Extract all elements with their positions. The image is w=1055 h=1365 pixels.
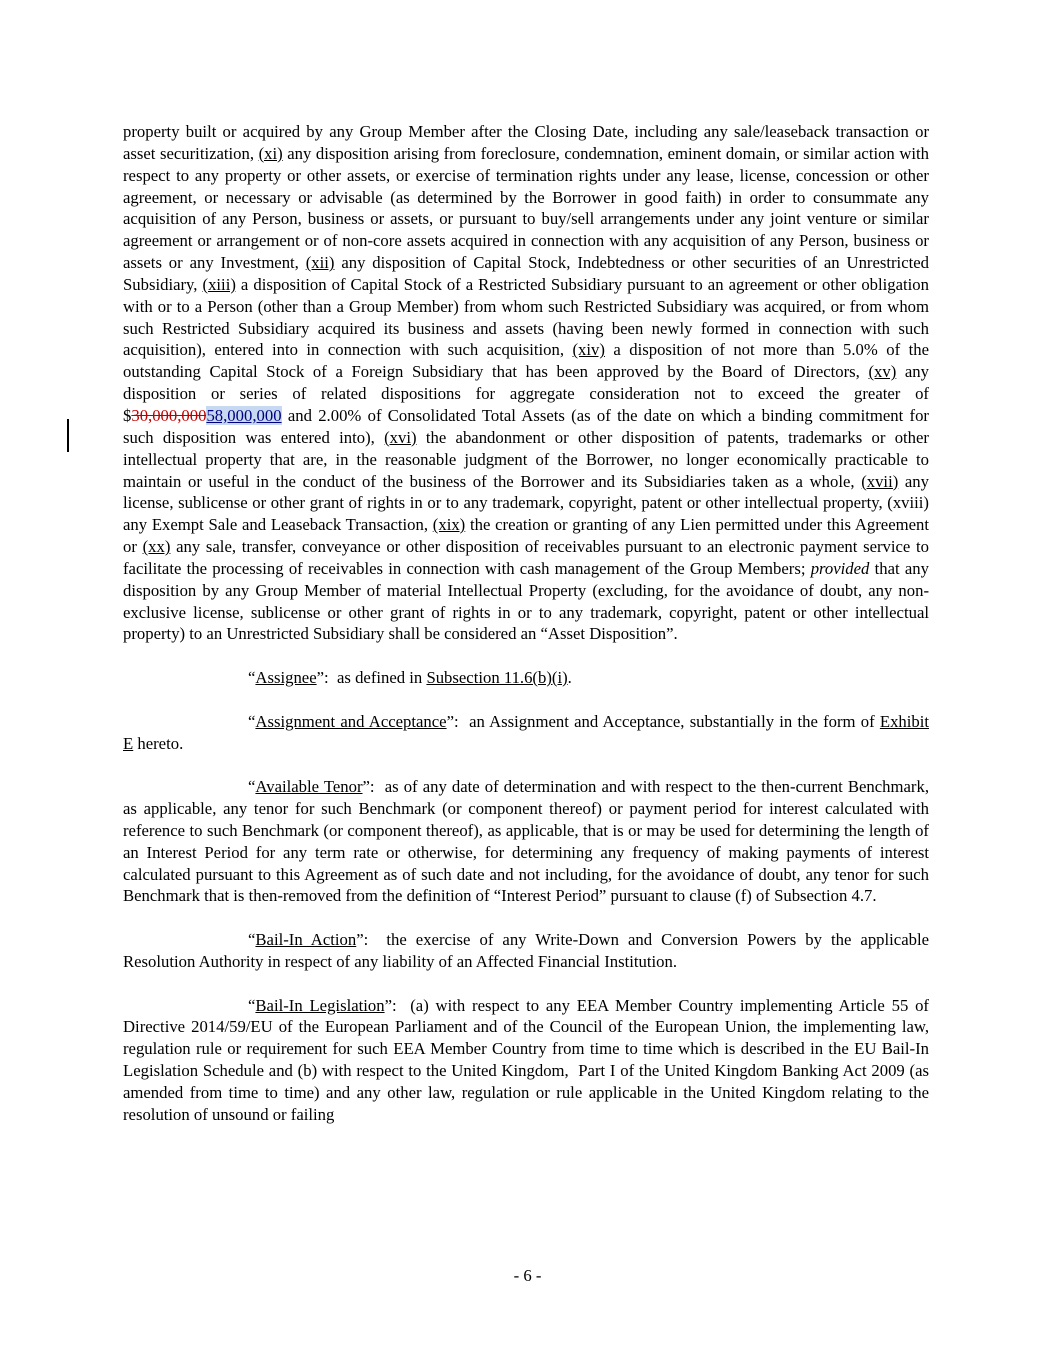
definition-bail-in-legislation xyxy=(123,995,929,1126)
defined-term-assignee: Assignee xyxy=(255,668,317,688)
text-segment: ”: the exercise of any Write-Down and Conversion Powers by the applicable Resolution Authority in respect of any liability of an Affected Financial Institution. xyxy=(123,930,929,971)
text-segment: any license, sublicense or other grant of rights in or to any trademark, copyright, patent or other intellectual property, (xviii) any Exempt Sale and Leaseback Transaction, xyxy=(123,471,929,535)
text-segment: and 2.00% of Consolidated Total Assets (as of the date on which a binding commitment for such disposition was entered into), xyxy=(123,405,929,447)
body-paragraph-clauses xyxy=(123,121,929,645)
page-number: - 6 - xyxy=(513,1266,542,1285)
inserted-amount: 58,000,000 xyxy=(206,405,282,425)
document-content xyxy=(123,121,929,1147)
clause-ref-xvii: (xvii) xyxy=(861,471,899,491)
proviso-keyword: provided xyxy=(810,558,870,578)
text-segment: any disposition or series of related dispositions for aggregate consideration not to exceed the greater of $ xyxy=(123,362,929,425)
text-segment: ”: an Assignment and Acceptance, substantially in the form of xyxy=(446,711,880,731)
clause-ref-xi: (xi) xyxy=(258,143,283,163)
text-segment: a disposition of not more than 5.0% of the outstanding Capital Stock of a Foreign Subsidiary that has been approved by the Board of Directors, xyxy=(123,340,929,382)
text-segment: ”: (a) with respect to any EEA Member Country implementing Article 55 of Directive 2014/59/EU of the European Parliament and of the Council of the European Union, the implementing law, regulation rule or requirement for such EEA Member Country from time to time which is described in the EU Bail-In Legislation Schedule and (b) with respect to the United Kingdom, Part I of the United Kingdom Banking Act 2009 (as amended from time to time) and any other law, regulation or rule applicable in the United Kingdom relating to the resolution of unsound or failing xyxy=(123,995,929,1124)
text-segment: a disposition of Capital Stock of a Restricted Subsidiary pursuant to an agreement or other obligation with or to a Person (other than a Group Member) from whom such Restricted Subsidiary was acquired, or from whom such Restricted Subsidiary acquired its business and assets (having been newly formed in connection with such acquisition), entered into in connection with such acquisition, xyxy=(123,274,929,360)
clause-ref-xvi: (xvi) xyxy=(384,427,417,447)
defined-term-assignment-and-acceptance: Assignment and Acceptance xyxy=(255,711,447,731)
deleted-amount: 30,000,000 xyxy=(131,405,207,425)
revision-change-bar xyxy=(67,419,69,452)
text-segment: the creation or granting of any Lien permitted under this Agreement or xyxy=(123,515,929,557)
definition-assignee xyxy=(123,667,929,689)
clause-ref-xiv: (xiv) xyxy=(572,340,605,360)
defined-term-bail-in-legislation: Bail-In Legislation xyxy=(255,995,385,1015)
clause-ref-xix: (xix) xyxy=(432,515,466,535)
clause-ref-xii: (xii) xyxy=(305,253,335,273)
text-segment: “ xyxy=(248,777,256,797)
text-segment: “ xyxy=(248,930,256,950)
text-segment: the abandonment or other disposition of patents, trademarks or other intellectual property that are, in the reasonable judgment of the Borrower, no longer economically practicable to maintain or useful in the conduct of the business of the Borrower and its Subsidiaries taken as a whole, xyxy=(123,427,929,491)
clause-ref-xiii: (xiii) xyxy=(202,274,236,294)
cross-reference-exhibit-e: Exhibit E xyxy=(123,711,930,753)
clause-ref-xx: (xx) xyxy=(142,537,171,557)
cross-reference-11-6-b-i: Subsection 11.6(b)(i) xyxy=(426,668,568,688)
text-segment: “ xyxy=(248,668,256,688)
text-segment: any sale, transfer, conveyance or other disposition of receivables pursuant to an electronic payment service to facilitate the processing of receivables in connection with cash management of the Group Members; xyxy=(123,537,930,578)
defined-term-bail-in-action: Bail-In Action xyxy=(255,930,357,950)
text-segment: any disposition arising from foreclosure, condemnation, eminent domain, or similar action with respect to any property or other assets, or exercise of termination rights under any lease, license, concession or other agreement, or necessary or advisable (as determined by the Borrower in good faith) in order to consummate any acquisition of any Person, business or assets, or pursuant to buy/sell arrangements under any joint venture or similar agreement or arrangement or of non-core assets acquired in connection with any acquisition of any Person, business or assets or any Investment, xyxy=(123,143,929,273)
defined-term-available-tenor: Available Tenor xyxy=(255,777,363,797)
text-segment: any disposition of Capital Stock, Indebtedness or other securities of an Unrestricted Subsidiary, xyxy=(123,253,929,294)
definition-available-tenor xyxy=(123,776,929,907)
text-segment: . xyxy=(567,668,572,688)
clause-ref-xv: (xv) xyxy=(868,362,897,382)
text-segment: hereto. xyxy=(133,733,184,753)
definition-bail-in-action xyxy=(123,929,929,973)
text-segment: property built or acquired by any Group Member after the Closing Date, including any sale/leaseback transaction or asset securitization, xyxy=(123,122,929,163)
text-segment: ”: as of any date of determination and with respect to the then-current Benchmark, as applicable, any tenor for such Benchmark (or component thereof) or payment period for interest calculated with reference to such Benchmark (or component thereof), as applicable, that is or may be used for determining the length of an Interest Period for any term rate or otherwise, for determining any frequency of making payments of interest calculated pursuant to this Agreement as of such date and not including, for the avoidance of doubt, any tenor for such Benchmark that is then-removed from the definition of “Interest Period” pursuant to clause (f) of Subsection 4.7. xyxy=(123,777,929,906)
text-segment: that any disposition by any Group Member of material Intellectual Property (excluding, for the avoidance of doubt, any non-exclusive license, sublicense or other grant of rights in or to any trademark, copyright, patent or other intellectual property) to an Unrestricted Subsidiary shall be considered an “Asset Disposition”. xyxy=(123,558,929,644)
definition-assignment-and-acceptance xyxy=(123,711,929,755)
text-segment: “ xyxy=(248,711,256,731)
text-segment: “ xyxy=(248,995,256,1015)
text-segment: ”: as defined in xyxy=(316,668,427,688)
